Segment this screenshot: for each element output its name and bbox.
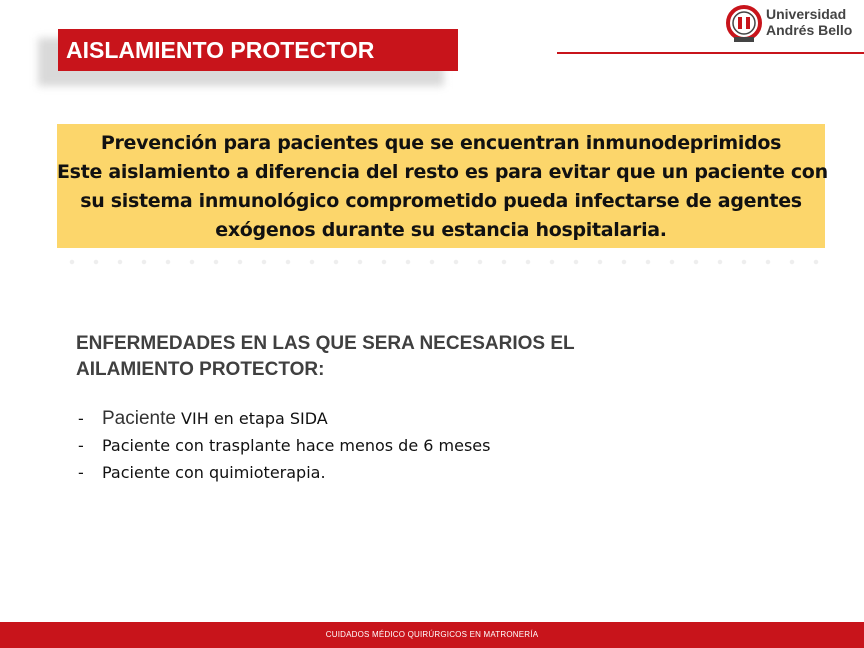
bullet-text: Paciente con quimioterapia. [102, 463, 326, 482]
university-seal-icon [726, 4, 762, 44]
header-divider [557, 52, 864, 54]
list-item [78, 459, 490, 486]
dotted-shadow [60, 258, 830, 266]
logo-line-1: Universidad [766, 6, 847, 22]
bullet-dash: - [78, 409, 84, 428]
list-item [78, 405, 490, 432]
list-item [78, 432, 490, 459]
bullet-dash: - [78, 463, 84, 482]
bullet-list [78, 405, 490, 486]
highlight-line: su sistema inmunológico comprometido pueda infectarse de agentes [80, 190, 802, 212]
section-heading-line: ENFERMEDADES EN LAS QUE SERA NECESARIOS EL [76, 333, 575, 354]
logo-line-2: Andrés Bello [766, 22, 853, 38]
section-heading-line: AILAMIENTO PROTECTOR: [76, 359, 325, 380]
highlight-line: exógenos durante su estancia hospitalaria. [215, 219, 667, 241]
bullet-text: Paciente con trasplante hace menos de 6 meses [102, 436, 491, 455]
highlight-box [57, 124, 828, 248]
section-heading [76, 331, 575, 383]
footer-bar: CUIDADOS MÉDICO QUIRÚRGICOS EN MATRONERÍA [0, 622, 864, 648]
page-title: AISLAMIENTO PROTECTOR [58, 29, 458, 71]
bullet-lead: Paciente [102, 408, 176, 429]
bullet-dash: - [78, 436, 84, 455]
highlight-line: Este aislamiento a diferencia del resto es para evitar que un paciente con [57, 161, 828, 183]
university-logo [722, 2, 862, 46]
highlight-line: Prevención para pacientes que se encuentran inmunodeprimidos [100, 132, 782, 154]
bullet-text: VIH en etapa SIDA [175, 409, 328, 428]
